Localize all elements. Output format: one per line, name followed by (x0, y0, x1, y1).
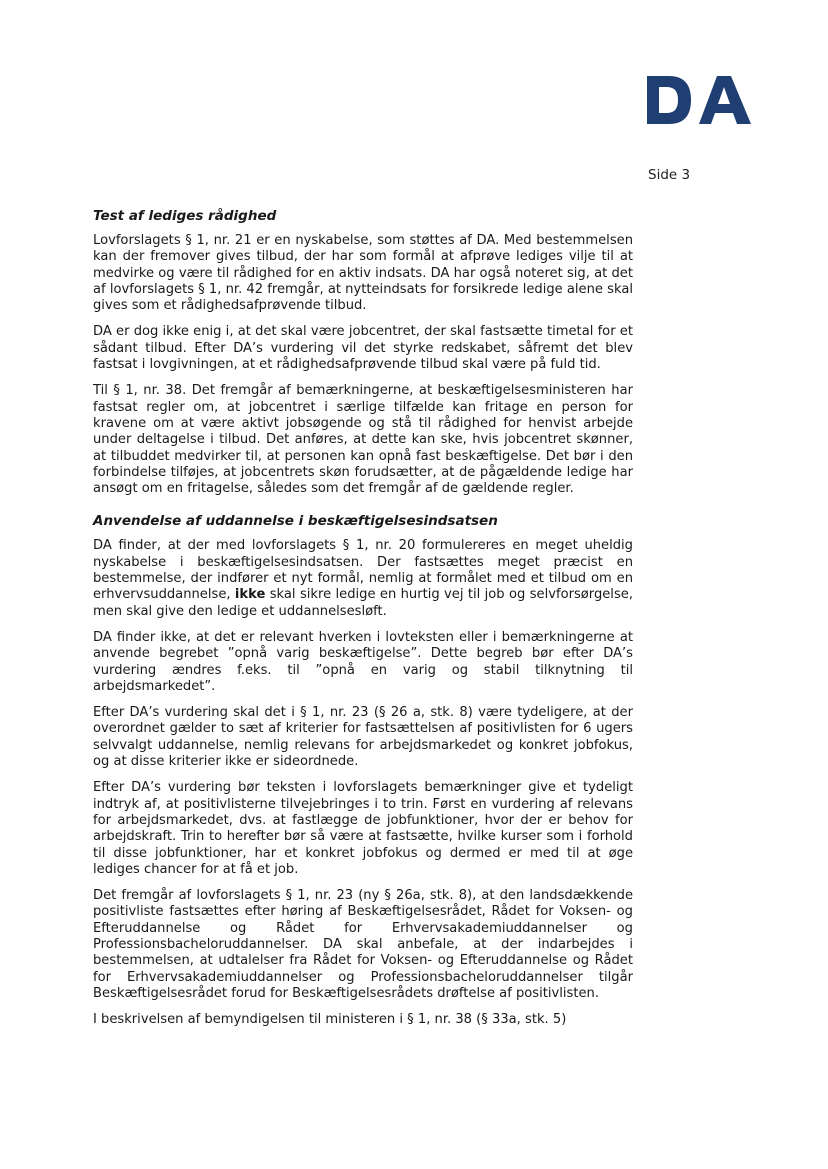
emphasis-text: ikke (234, 587, 266, 603)
paragraph: I beskrivelsen af bemyndigelsen til ministeren i § 1, nr. 38 (§ 33a, stk. 5) (93, 1012, 567, 1028)
paragraph: Lovforslagets § 1, nr. 21 er en nyskabelse, som støttes af DA. Med bestemmelsen kan der fremover gives tilbud, der har som formål at afprøve lediges vilje til at medvirke og være til rådighed for en aktiv indsats. DA har også noteret sig, at det af lovforslagets § 1, nr. 42 fremgår, at nytteindsats for forsikrede ledige alene skal gives som et rådighedsafprøvende tilbud. (93, 233, 633, 314)
section-heading: Test af lediges rådighed (93, 208, 277, 224)
paragraph: Efter DA’s vurdering skal det i § 1, nr. 23 (§ 26 a, stk. 8) være tydeligere, at der overordnet gælder to sæt af kriterier for fastsættelsen af positivlisten for 6 ugers selvvalgt uddannelse, nemlig relevans for arbejdsmarkedet og konkret jobfokus, og at disse kriterier ikke er sideordnede. (93, 705, 633, 770)
logo-letter-d (647, 76, 691, 124)
logo-letter-a (699, 76, 751, 124)
paragraph: Til § 1, nr. 38. Det fremgår af bemærkningerne, at beskæftigelsesministeren har fastsat regler om, at jobcentret i særlige tilfælde kan fritage en person for kravene om at være aktivt jobsøgende og stå til rådighed for henvist arbejde under deltagelse i tilbud. Det anføres, at dette kan ske, hvis jobcentret skønner, at tilbuddet medvirker til, at personen kan opnå fast beskæftigelse. Det bør i den forbindelse tilføjes, at jobcentrets skøn forudsætter, at de pågældende ledige har ansøgt om en fritagelse, således som det fremgår af de gældende regler. (93, 383, 633, 497)
document-body (93, 208, 633, 1028)
paragraph: DA er dog ikke enig i, at det skal være jobcentret, der skal fastsætte timetal for et sådant tilbud. Efter DA’s vurdering vil det styrke redskabet, såfremt det blev fastsat i lovgivningen, at et rådighedsafprøvende tilbud skal være på fuld tid. (93, 324, 633, 373)
paragraph-text: skal sikre ledige en hurtig vej til job og selvforsørgelse, men skal give den ledige et uddannelsesløft. (93, 587, 633, 619)
paragraph-text: DA finder, at der med lovforslagets § 1, nr. 20 formulereres en meget uheldig nyskabelse i beskæftigelsesindsatsen. Der fastsættes meget præcist en bestemmelse, der indfører et nyt formål, nemlig at formålet med et tilbud om en erhvervsuddannelse, (93, 538, 633, 603)
paragraph: Det fremgår af lovforslagets § 1, nr. 23 (ny § 26a, stk. 8), at den landsdækkende positivliste fastsættes efter høring af Beskæftigelsesrådet, Rådet for Voksen- og Efteruddannelse og Rådet for Erhvervsakademiuddannelser og Professionsbacheloruddannelser. DA skal anbefale, at der indarbejdes i bestemmelsen, at udtalelser fra Rådet for Voksen- og Efteruddannelse og Rådet for Erhvervsakademiuddannelser og Professionsbacheloruddannelser tilgår Beskæftigelsesrådet forud for Beskæftigelsesrådets drøftelse af positivlisten. (93, 888, 633, 1001)
page-number: Side 3 (648, 167, 691, 183)
paragraph (93, 538, 633, 619)
paragraph: DA finder ikke, at det er relevant hverken i lovteksten eller i bemærkningerne at anvende begrebet ”opnå varig beskæftigelse”. Dette begreb bør efter DA’s vurdering ændres f.eks. til ”opnå en varig og stabil tilknytning til arbejdsmarkedet”. (93, 629, 633, 694)
da-logo-icon (647, 72, 757, 128)
paragraph: Efter DA’s vurdering bør teksten i lovforslagets bemærkninger give et tydeligt indtryk af, at positivlisterne tilvejebringes i to trin. Først en vurdering af relevans for arbejdsmarkedet, dvs. at fastlægge de jobfunktioner, hvor der er behov for arbejdskraft. Trin to herefter bør så være at fastsætte, hvilke kurser som i forhold til disse jobfunktioner, har et konkret jobfokus og dermed er med til at øge lediges chancer for at få et job. (93, 780, 633, 877)
section-heading: Anvendelse af uddannelse i beskæftigelsesindsatsen (93, 513, 498, 530)
